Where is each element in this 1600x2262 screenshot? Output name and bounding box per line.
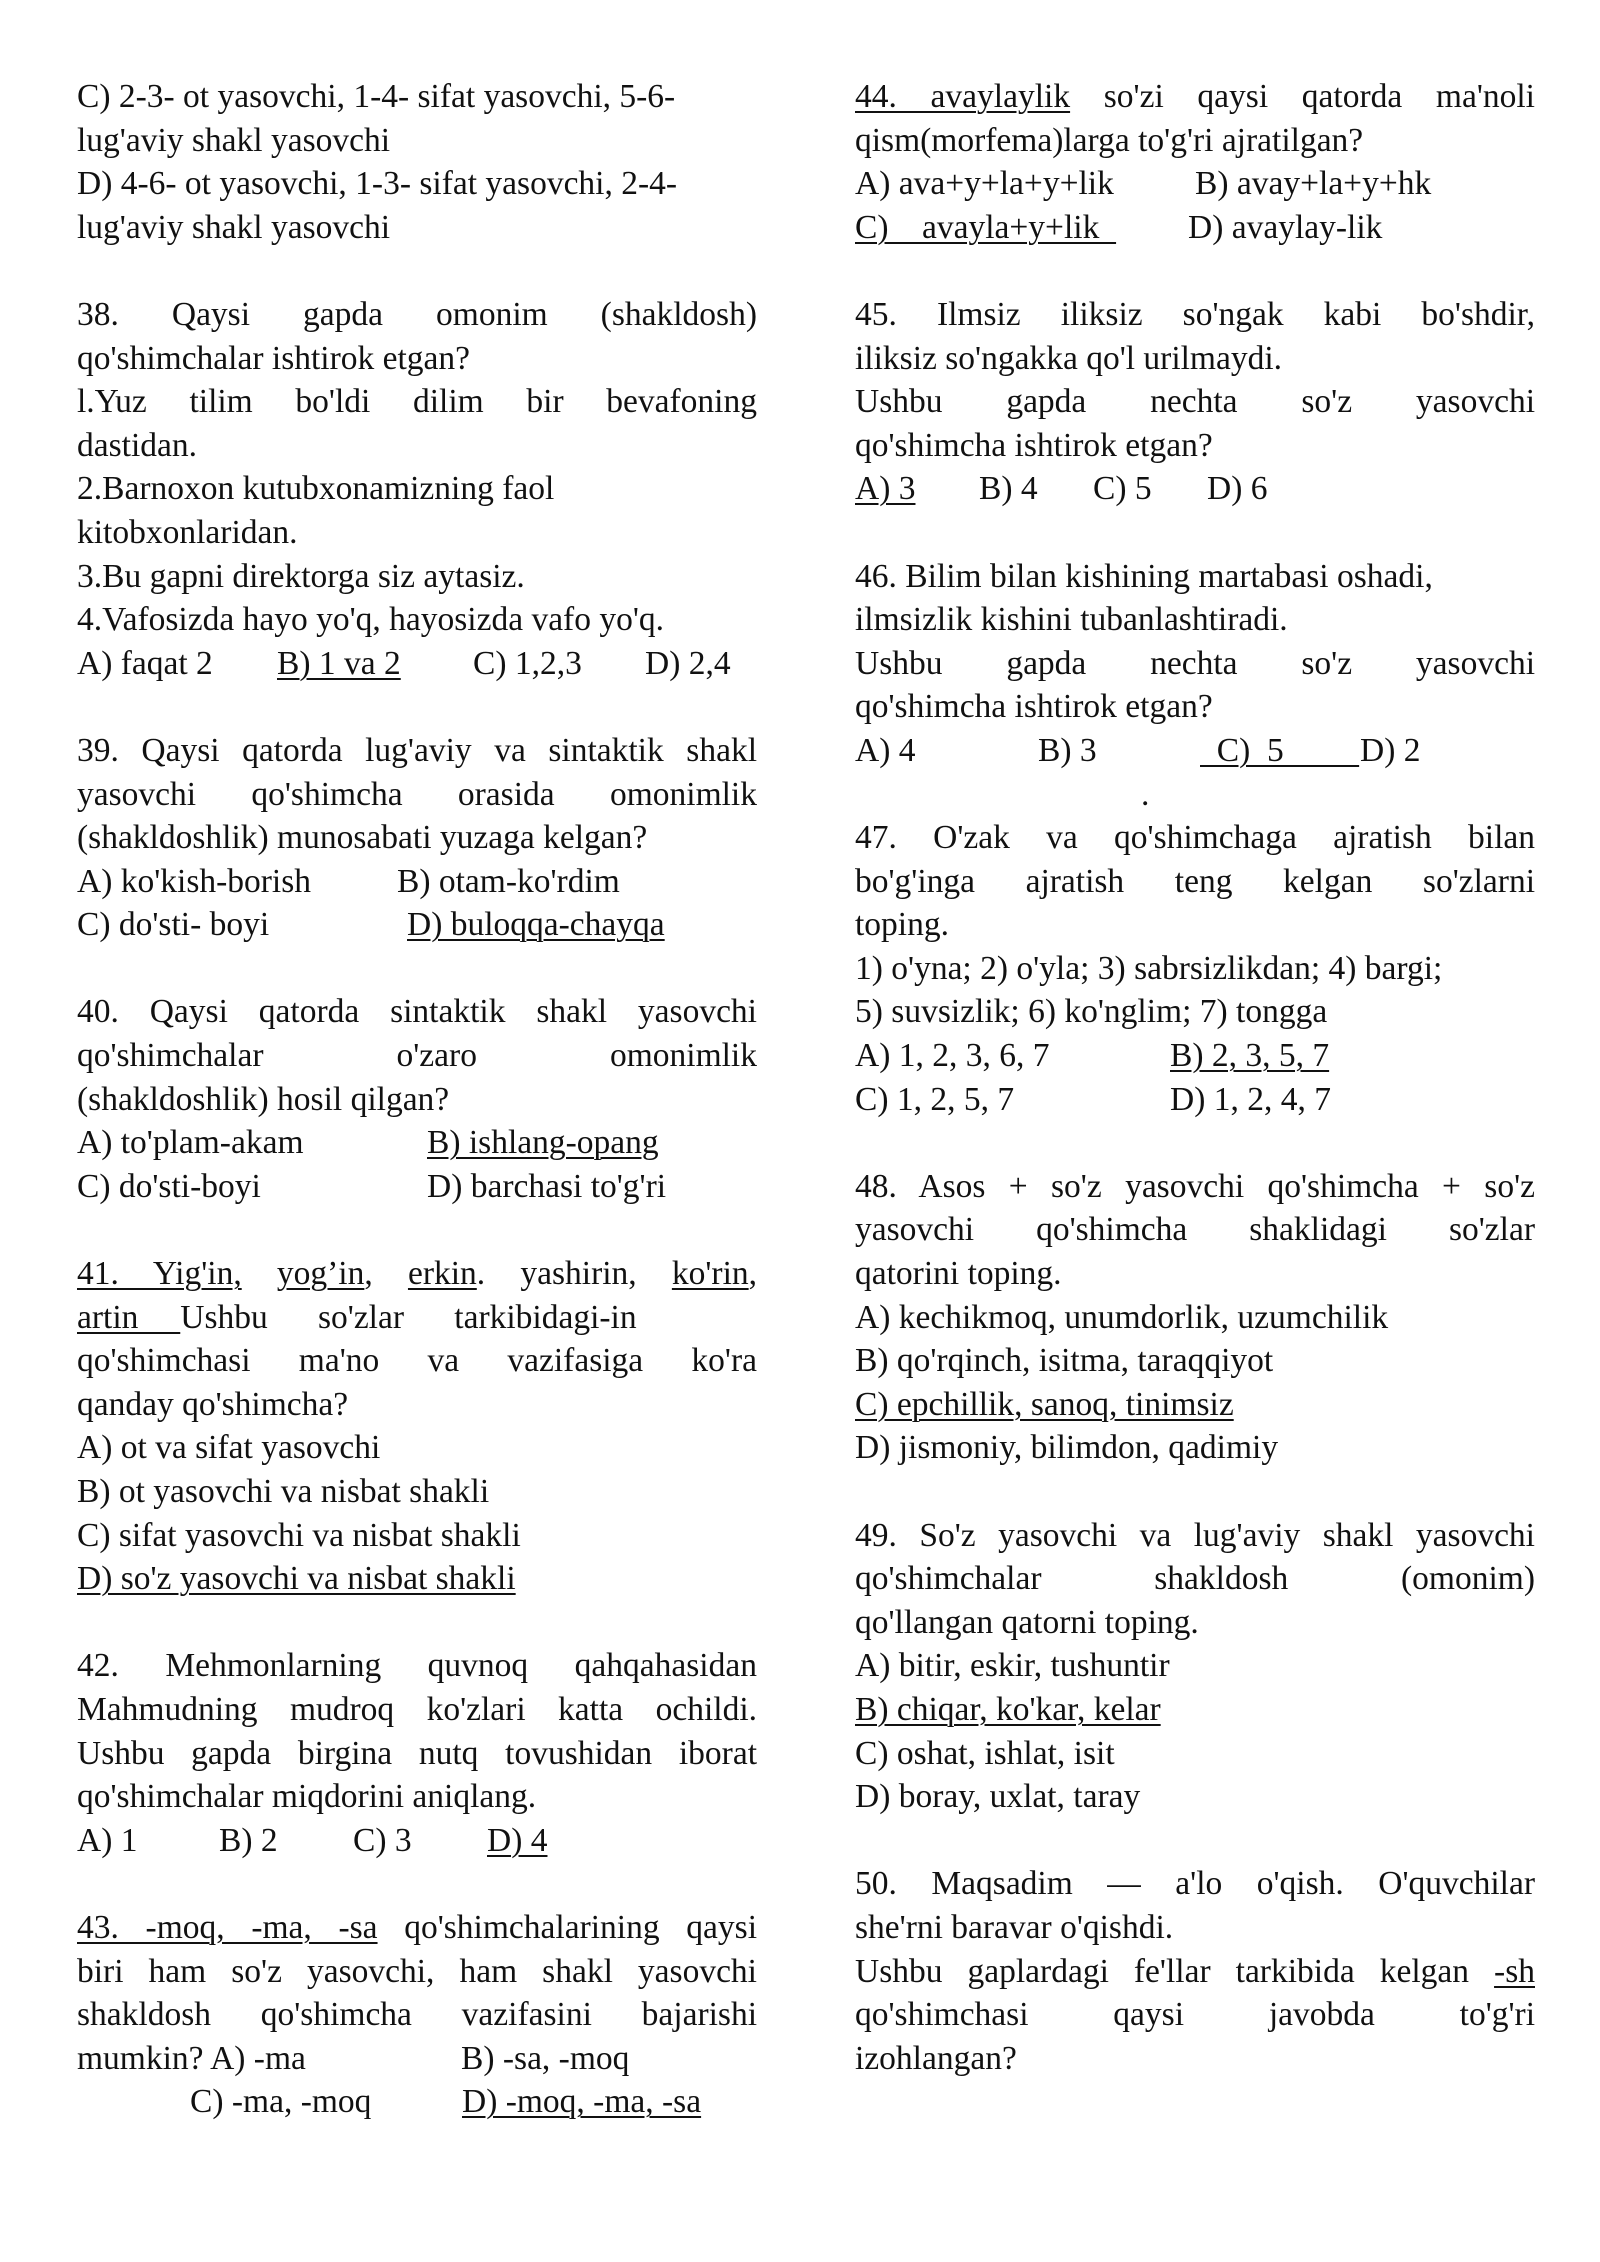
question-text: Mahmudning mudroq ko'zlari katta ochildi.	[77, 1690, 757, 1728]
question-37-tail	[77, 75, 757, 249]
answer-options	[77, 903, 757, 947]
right-column	[855, 75, 1535, 2080]
option-b-correct: B) 2, 3, 5, 7	[1170, 1037, 1330, 1075]
answer-options	[77, 1819, 757, 1863]
option-d-correct: D) buloqqa-chayqa	[407, 906, 665, 944]
underlined-word: 41. Yig'in,	[77, 1255, 242, 1293]
option-d: D) 6	[1207, 470, 1268, 508]
question-text: 46. Bilim bilan kishining martabasi oshadi,	[855, 557, 1433, 595]
question-text: qo'shimchasi qaysi javobda to'g'ri	[855, 1996, 1535, 2034]
question-text: 42. Mehmonlarning quvnoq qahqahasidan	[77, 1647, 757, 1685]
answer-options	[855, 1034, 1535, 1078]
question-text: biri ham so'z yasovchi, ham shakl yasovchi	[77, 1952, 757, 1990]
option-b-correct: B) 1 va 2	[277, 644, 401, 682]
option-a: A) faqat 2	[77, 644, 213, 682]
question-text: toping.	[855, 906, 949, 944]
option-a-correct: A) 3	[855, 470, 916, 508]
option-c: C) sifat yasovchi va nisbat shakli	[77, 1516, 521, 1554]
stray-dot: .	[1141, 775, 1150, 813]
question-text: qo'shimchalar ishtirok etgan?	[77, 339, 471, 377]
question-text: she'rni baravar o'qishdi.	[855, 1908, 1174, 1946]
question-47	[855, 816, 1535, 1121]
option-a: A) ot va sifat yasovchi	[77, 1429, 381, 1467]
option-c: C) -ma, -moq	[190, 2083, 372, 2121]
option-d: D) 2,4	[645, 644, 731, 682]
question-text: 39. Qaysi qatorda lug'aviy va sintaktik shakl	[77, 731, 757, 769]
option-a: A) kechikmoq, unumdorlik, uzumchilik	[855, 1298, 1389, 1336]
question-38	[77, 293, 757, 685]
option-b: B) ot yasovchi va nisbat shakli	[77, 1473, 490, 1510]
question-text: (shakldoshlik) hosil qilgan?	[77, 1080, 450, 1118]
underlined-word: artin	[77, 1298, 181, 1336]
answer-options	[77, 1121, 757, 1165]
question-text: 43. -moq, -ma, -sa qo'shimchalarining qaysi	[77, 1908, 758, 1946]
option-c-cont: lug'aviy shakl yasovchi	[77, 121, 391, 159]
question-text: 44. avaylaylik so'zi qaysi qatorda ma'noli	[855, 78, 1535, 115]
sentence-1-cont: dastidan.	[77, 426, 198, 464]
sentence-2-cont: kitobxonlaridan.	[77, 513, 298, 551]
left-column	[77, 75, 757, 2124]
underlined-suffix: -sh	[1494, 1952, 1535, 1990]
question-42	[77, 1644, 757, 1862]
question-41	[77, 1252, 757, 1601]
sentence-1: l.Yuz tilim bo'ldi dilim bir bevafoning	[77, 383, 757, 421]
question-46	[855, 555, 1535, 817]
underlined-word: yog’in	[276, 1255, 365, 1293]
question-text: Ushbu gaplardagi fe'llar tarkibida kelgan -sh	[855, 1952, 1535, 1990]
option-c: C) do'sti-boyi	[77, 1167, 261, 1205]
question-text: 45. Ilmsiz iliksiz so'ngak kabi bo'shdir,	[855, 295, 1535, 333]
word-list: 1) o'yna; 2) o'yla; 3) sabrsizlikdan; 4) bargi;	[855, 949, 1443, 987]
option-c: C) 3	[353, 1821, 412, 1859]
stray-mark	[855, 773, 1535, 817]
sentence-4: 4.Vafosizda hayo yo'q, hayosizda vafo yo'q.	[77, 601, 665, 639]
answer-options	[77, 1165, 757, 1209]
question-text: qanday qo'shimcha?	[77, 1385, 349, 1423]
question-text: qo'shimcha ishtirok etgan?	[855, 426, 1213, 464]
option-b: B) 4	[979, 470, 1038, 508]
question-50	[855, 1862, 1535, 2080]
underlined-suffixes: 43. -moq, -ma, -sa	[77, 1908, 378, 1946]
option-a: A) ko'kish-borish	[77, 862, 312, 900]
option-a: A) 1	[77, 1821, 138, 1859]
option-a: A) bitir, eskir, tushuntir	[855, 1647, 1170, 1685]
option-c: C) 2-3- ot yasovchi, 1-4- sifat yasovchi, 5-6-	[77, 78, 676, 115]
question-text: qo'shimchasi ma'no va vazifasiga ko'ra	[77, 1342, 757, 1380]
option-c: C) oshat, ishlat, isit	[855, 1734, 1115, 1772]
question-text: 38. Qaysi gapda omonim (shakldosh)	[77, 295, 757, 333]
answer-options	[77, 2080, 757, 2124]
question-text: izohlangan?	[855, 2039, 1017, 2077]
question-text: yasovchi qo'shimcha shaklidagi so'zlar	[855, 1211, 1535, 1249]
option-d: D) boray, uxlat, taray	[855, 1778, 1141, 1816]
question-43	[77, 1906, 757, 2124]
underlined-word: ko'rin	[671, 1255, 749, 1293]
question-text: 50. Maqsadim — a'lo o'qish. O'quvchilar	[855, 1865, 1535, 1903]
option-a: A) ava+y+la+y+lik	[855, 165, 1114, 203]
question-text: shakldosh qo'shimcha vazifasini bajarishi	[77, 1996, 757, 2034]
question-44	[855, 75, 1535, 249]
answer-options	[77, 2037, 757, 2081]
option-c-correct: C) avayla+y+lik	[855, 208, 1117, 246]
option-c-correct: C) 5	[1200, 731, 1360, 769]
question-text: qatorini toping.	[855, 1255, 1062, 1293]
underlined-word: erkin	[407, 1255, 477, 1293]
question-text: 40. Qaysi qatorda sintaktik shakl yasovchi	[77, 993, 757, 1031]
question-49	[855, 1514, 1535, 1819]
option-b: B) 2	[219, 1821, 278, 1859]
option-b: B) avay+la+y+hk	[1195, 165, 1432, 203]
question-text: 49. So'z yasovchi va lug'aviy shakl yasovchi	[855, 1516, 1535, 1554]
option-c-correct: C) epchillik, sanoq, tinimsiz	[855, 1385, 1234, 1423]
question-text: iliksiz so'ngakka qo'l urilmaydi.	[855, 339, 1283, 377]
option-d: D) 4-6- ot yasovchi, 1-3- sifat yasovchi, 2-4-	[77, 165, 678, 203]
option-b-correct: B) ishlang-opang	[427, 1124, 659, 1162]
question-text: bo'g'inga ajratish teng kelgan so'zlarni	[855, 862, 1535, 900]
option-d-correct: D) -moq, -ma, -sa	[462, 2083, 702, 2121]
answer-options	[77, 860, 757, 904]
option-d: D) jismoniy, bilimdon, qadimiy	[855, 1429, 1279, 1467]
answer-options	[855, 467, 1535, 511]
option-b: B) qo'rqinch, isitma, taraqqiyot	[855, 1342, 1274, 1380]
option-d-correct: D) so'z yasovchi va nisbat shakli	[77, 1560, 516, 1598]
option-d-correct: D) 4	[487, 1821, 548, 1859]
question-text: Ushbu gapda nechta so'z yasovchi	[855, 644, 1535, 682]
option-b-correct: B) chiqar, ko'kar, kelar	[855, 1690, 1161, 1728]
question-text: qo'llangan qatorni toping.	[855, 1603, 1199, 1641]
question-text: Ushbu gapda nechta so'z yasovchi	[855, 383, 1535, 421]
option-d: D) barchasi to'g'ri	[427, 1167, 667, 1205]
question-text: qo'shimchalar o'zaro omonimlik	[77, 1037, 757, 1075]
question-text: (shakldoshlik) munosabati yuzaga kelgan?	[77, 819, 648, 857]
sentence-3: 3.Bu gapni direktorga siz aytasiz.	[77, 557, 525, 595]
question-text: qo'shimcha ishtirok etgan?	[855, 688, 1213, 726]
option-c: C) 1, 2, 5, 7	[855, 1080, 1015, 1118]
option-d: D) 2	[1360, 731, 1421, 769]
option-a: A) 1, 2, 3, 6, 7	[855, 1037, 1050, 1075]
question-40	[77, 990, 757, 1208]
question-text: Ushbu gapda birgina nutq tovushidan iborat	[77, 1734, 757, 1772]
answer-options	[855, 729, 1535, 773]
question-text: artin Ushbu so'zlar tarkibidagi-in	[77, 1298, 637, 1336]
option-b: B) 3	[1038, 731, 1097, 769]
option-d: D) avaylay-lik	[1188, 208, 1383, 246]
answer-options	[77, 642, 757, 686]
question-text: 48. Asos + so'z yasovchi qo'shimcha + so'z	[855, 1167, 1535, 1205]
question-text: qism(morfema)larga to'g'ri ajratilgan?	[855, 121, 1364, 159]
question-39	[77, 729, 757, 947]
option-c: C) 1,2,3	[473, 644, 582, 682]
question-48	[855, 1165, 1535, 1470]
answer-options	[855, 206, 1535, 250]
option-d: D) 1, 2, 4, 7	[1170, 1080, 1331, 1118]
answer-options	[855, 1078, 1535, 1122]
option-c: C) do'sti- boyi	[77, 906, 270, 944]
question-text: 47. O'zak va qo'shimchaga ajratish bilan	[855, 819, 1535, 857]
question-45	[855, 293, 1535, 511]
underlined-word: 44. avaylaylik	[855, 78, 1071, 115]
answer-options	[855, 162, 1535, 206]
option-a: A) 4	[855, 731, 916, 769]
option-b: B) -sa, -moq	[461, 2039, 630, 2077]
question-text: yasovchi qo'shimcha orasida omonimlik	[77, 775, 757, 813]
question-text: qo'shimchalar shakldosh (omonim)	[855, 1560, 1535, 1598]
sentence-2: 2.Barnoxon kutubxonamizning faol	[77, 470, 555, 508]
word-list: 5) suvsizlik; 6) ko'nglim; 7) tongga	[855, 993, 1328, 1031]
option-a: mumkin? A) -ma	[77, 2039, 306, 2077]
option-c: C) 5	[1093, 470, 1152, 508]
question-text: 41. Yig'in, yog’in, erkin. yashirin, ko'rin,	[77, 1255, 757, 1293]
option-b: B) otam-ko'rdim	[397, 862, 620, 900]
question-text: ilmsizlik kishini tubanlashtiradi.	[855, 601, 1288, 639]
option-a: A) to'plam-akam	[77, 1124, 304, 1162]
option-d-cont: lug'aviy shakl yasovchi	[77, 208, 391, 246]
question-text: qo'shimchalar miqdorini aniqlang.	[77, 1778, 537, 1816]
